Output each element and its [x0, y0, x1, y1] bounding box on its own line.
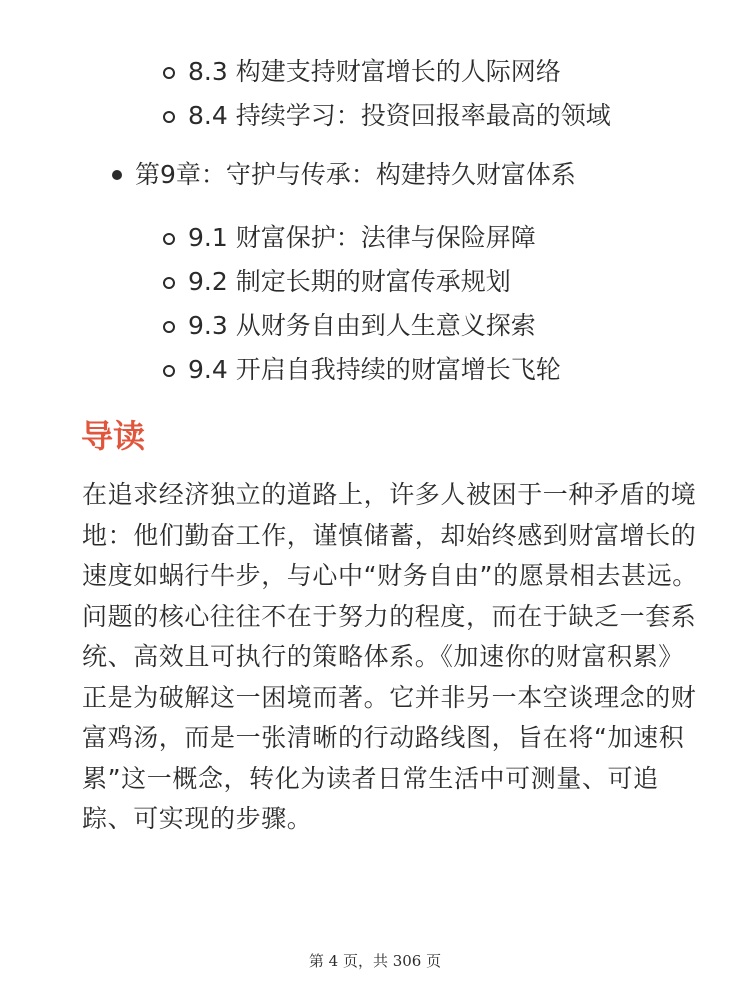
toc-item-label: 9.4 开启自我持续的财富增长飞轮 [188, 355, 561, 384]
section-heading: 导读 [81, 417, 146, 455]
hollow-bullet-icon [163, 111, 175, 123]
hollow-bullet-icon [163, 277, 175, 289]
hollow-bullet-icon [163, 365, 175, 377]
toc-item-label: 9.1 财富保护：法律与保险屏障 [188, 223, 536, 252]
subsection-list [0, 50, 750, 138]
toc-item-label: 9.3 从财务自由到人生意义探索 [188, 311, 536, 340]
toc-item-8-4 [0, 94, 750, 138]
hollow-bullet-icon [163, 67, 175, 79]
chapter-8-subsections [0, 50, 750, 138]
toc-item-9-1 [0, 216, 750, 260]
intro-paragraph: 在追求经济独立的道路上，许多人被困于一种矛盾的境地：他们勤奋工作，谨慎储蓄，却始终感到财富增长的速度如蜗行牛步，与心中“财务自由”的愿景相去甚远。问题的核心往往不在于努力的程度，而在于缺乏一套系统、高效且可执行的策略体系。《加速你的财富积累》正是为破解这一困境而著。它并非另一本空谈理念的财富鸡汤，而是一张清晰的行动路线图，旨在将“加速积累”这一概念，转化为读者日常生活中可测量、可追踪、可实现的步骤。 [82, 480, 698, 833]
hollow-bullet-icon [163, 321, 175, 333]
hollow-bullet-icon [163, 233, 175, 245]
toc-chapter-9 [0, 138, 750, 212]
toc-item-label: 8.4 持续学习：投资回报率最高的领域 [188, 101, 611, 130]
toc-item-9-4 [0, 348, 750, 392]
chapter-label: 第9章：守护与传承：构建持久财富体系 [135, 160, 576, 189]
table-of-contents [0, 50, 750, 392]
toc-item-9-2 [0, 260, 750, 304]
toc-item-8-3 [0, 50, 750, 94]
page-number-footer: 第 4 页，共 306 页 [308, 952, 442, 970]
toc-item-9-3 [0, 304, 750, 348]
subsection-list [0, 216, 750, 392]
filled-bullet-icon [112, 170, 122, 180]
chapter-9-subsections [0, 212, 750, 392]
toc-item-label: 8.3 构建支持财富增长的人际网络 [188, 57, 561, 86]
toc-item-label: 9.2 制定长期的财富传承规划 [188, 267, 511, 296]
